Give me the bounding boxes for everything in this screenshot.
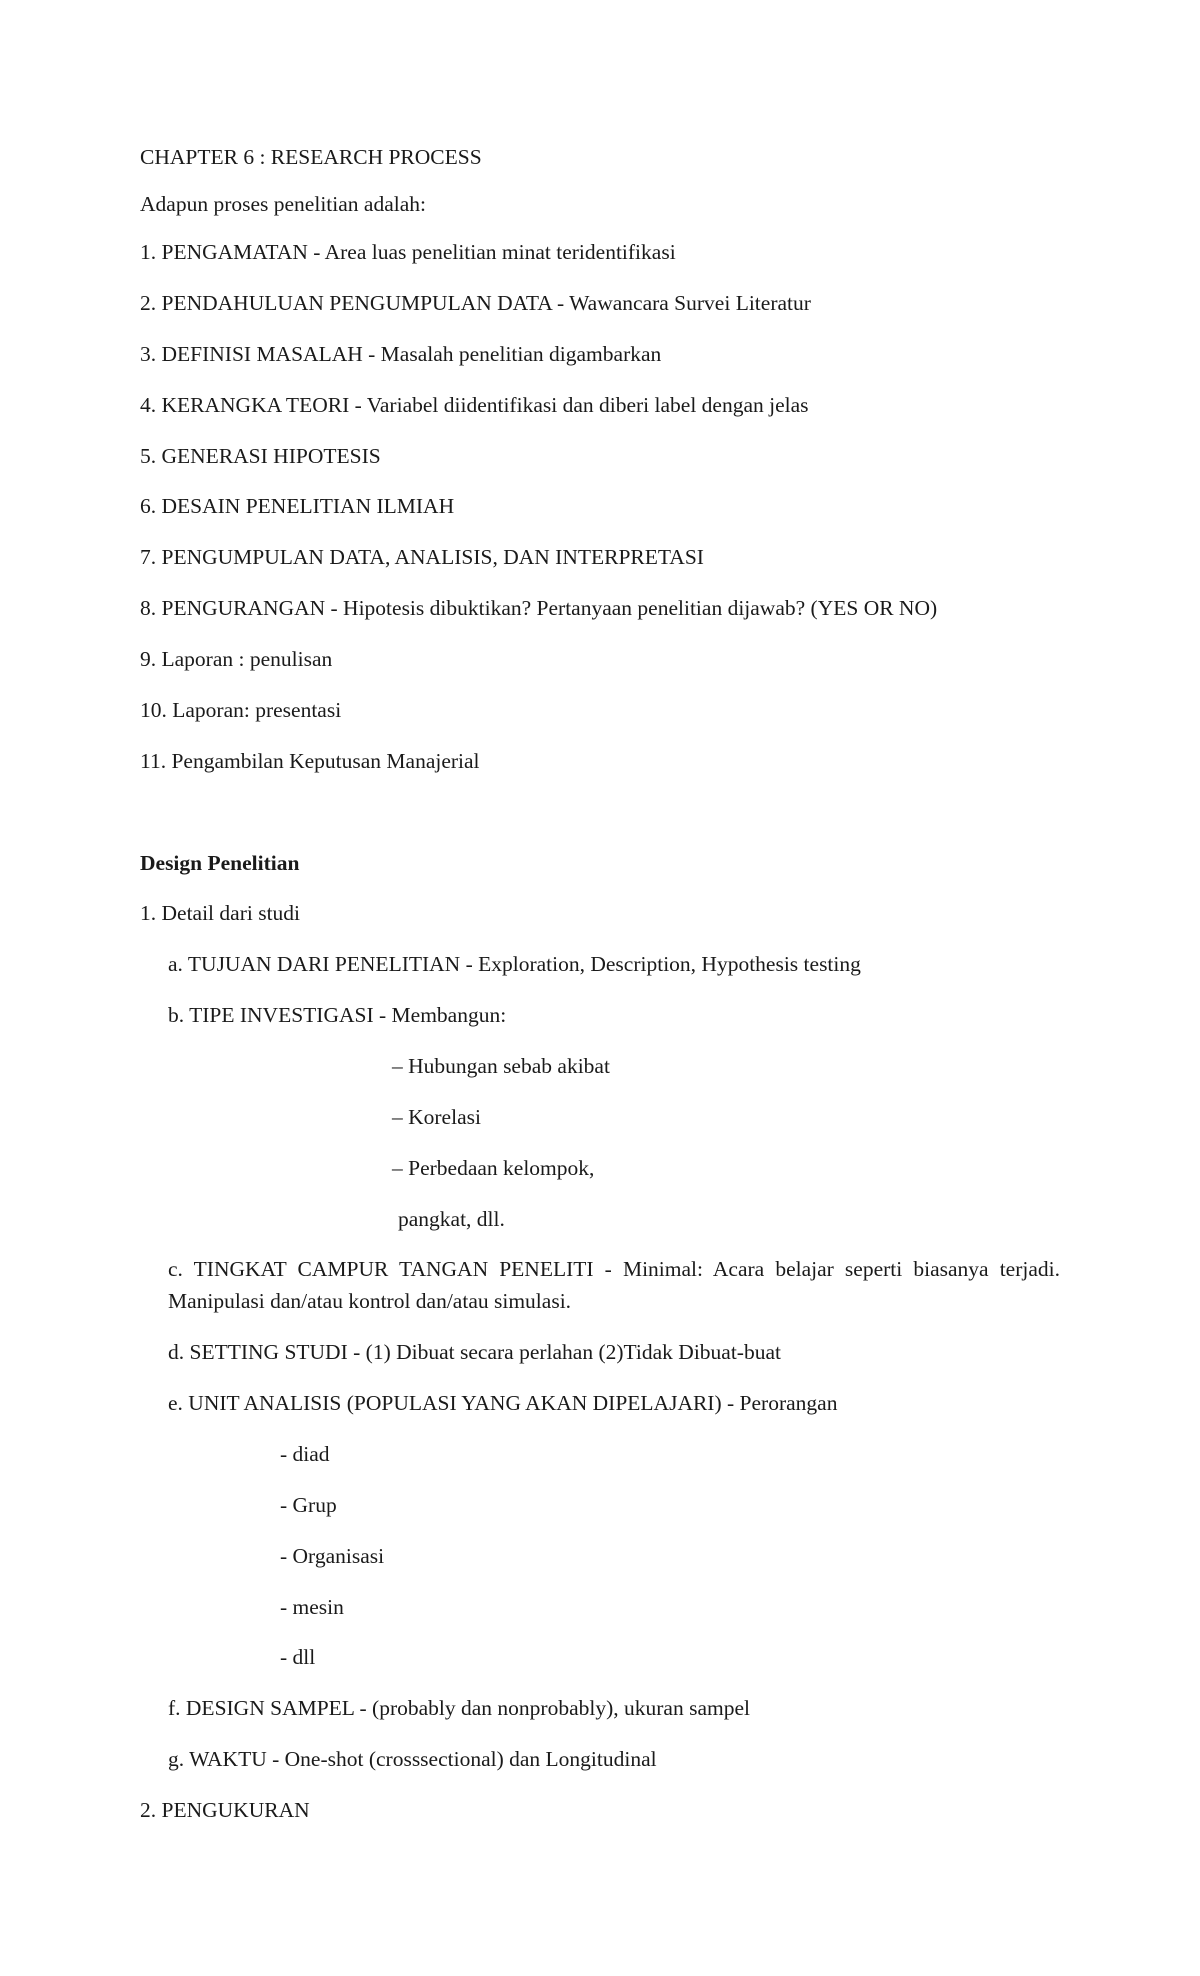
design-subitem: f. DESIGN SAMPEL - (probably dan nonprobably), ukuran sampel (168, 1696, 750, 1720)
intro-text: Adapun proses penelitian adalah: (140, 192, 426, 216)
process-step: 7. PENGUMPULAN DATA, ANALISIS, DAN INTERPRETASI (140, 545, 704, 569)
process-step: 6. DESAIN PENELITIAN ILMIAH (140, 494, 455, 518)
analysis-unit: - Organisasi (280, 1544, 385, 1568)
investigation-type: – Korelasi (392, 1105, 481, 1129)
process-step: 5. GENERASI HIPOTESIS (140, 444, 381, 468)
investigation-type: – Hubungan sebab akibat (392, 1054, 610, 1078)
process-step: 2. PENDAHULUAN PENGUMPULAN DATA - Wawancara Survei Literatur (140, 291, 811, 315)
investigation-type: – Perbedaan kelompok, (392, 1156, 595, 1180)
process-step: 1. PENGAMATAN - Area luas penelitian minat teridentifikasi (140, 240, 676, 264)
analysis-unit: - Grup (280, 1493, 337, 1517)
design-subitem: d. SETTING STUDI - (1) Dibuat secara perlahan (2)Tidak Dibuat-buat (168, 1340, 781, 1364)
section-heading: Design Penelitian (140, 851, 300, 875)
design-subitem: c. TINGKAT CAMPUR TANGAN PENELITI - Minimal: Acara belajar seperti biasanya terjadi. Manipulasi dan/atau kontrol dan/atau simulasi. (168, 1257, 1060, 1313)
design-subitem: b. TIPE INVESTIGASI - Membangun: (168, 1003, 507, 1027)
analysis-unit: - dll (280, 1645, 316, 1669)
design-item: 2. PENGUKURAN (140, 1798, 310, 1822)
process-step: 8. PENGURANGAN - Hipotesis dibuktikan? Pertanyaan penelitian dijawab? (YES OR NO) (140, 596, 938, 620)
analysis-unit: - diad (280, 1442, 330, 1466)
investigation-type: pangkat, dll. (398, 1207, 505, 1231)
process-step: 4. KERANGKA TEORI - Variabel diidentifikasi dan diberi label dengan jelas (140, 393, 809, 417)
design-subitem: g. WAKTU - One-shot (crosssectional) dan Longitudinal (168, 1747, 657, 1771)
analysis-unit: - mesin (280, 1595, 344, 1619)
design-item: 1. Detail dari studi (140, 901, 301, 925)
process-step: 11. Pengambilan Keputusan Manajerial (140, 749, 480, 773)
design-subitem: a. TUJUAN DARI PENELITIAN - Exploration, Description, Hypothesis testing (168, 952, 861, 976)
process-step: 10. Laporan: presentasi (140, 698, 342, 722)
process-step: 9. Laporan : penulisan (140, 647, 333, 671)
chapter-title: CHAPTER 6 : RESEARCH PROCESS (140, 145, 482, 169)
process-step: 3. DEFINISI MASALAH - Masalah penelitian digambarkan (140, 342, 662, 366)
design-subitem: e. UNIT ANALISIS (POPULASI YANG AKAN DIPELAJARI) - Perorangan (168, 1391, 838, 1415)
